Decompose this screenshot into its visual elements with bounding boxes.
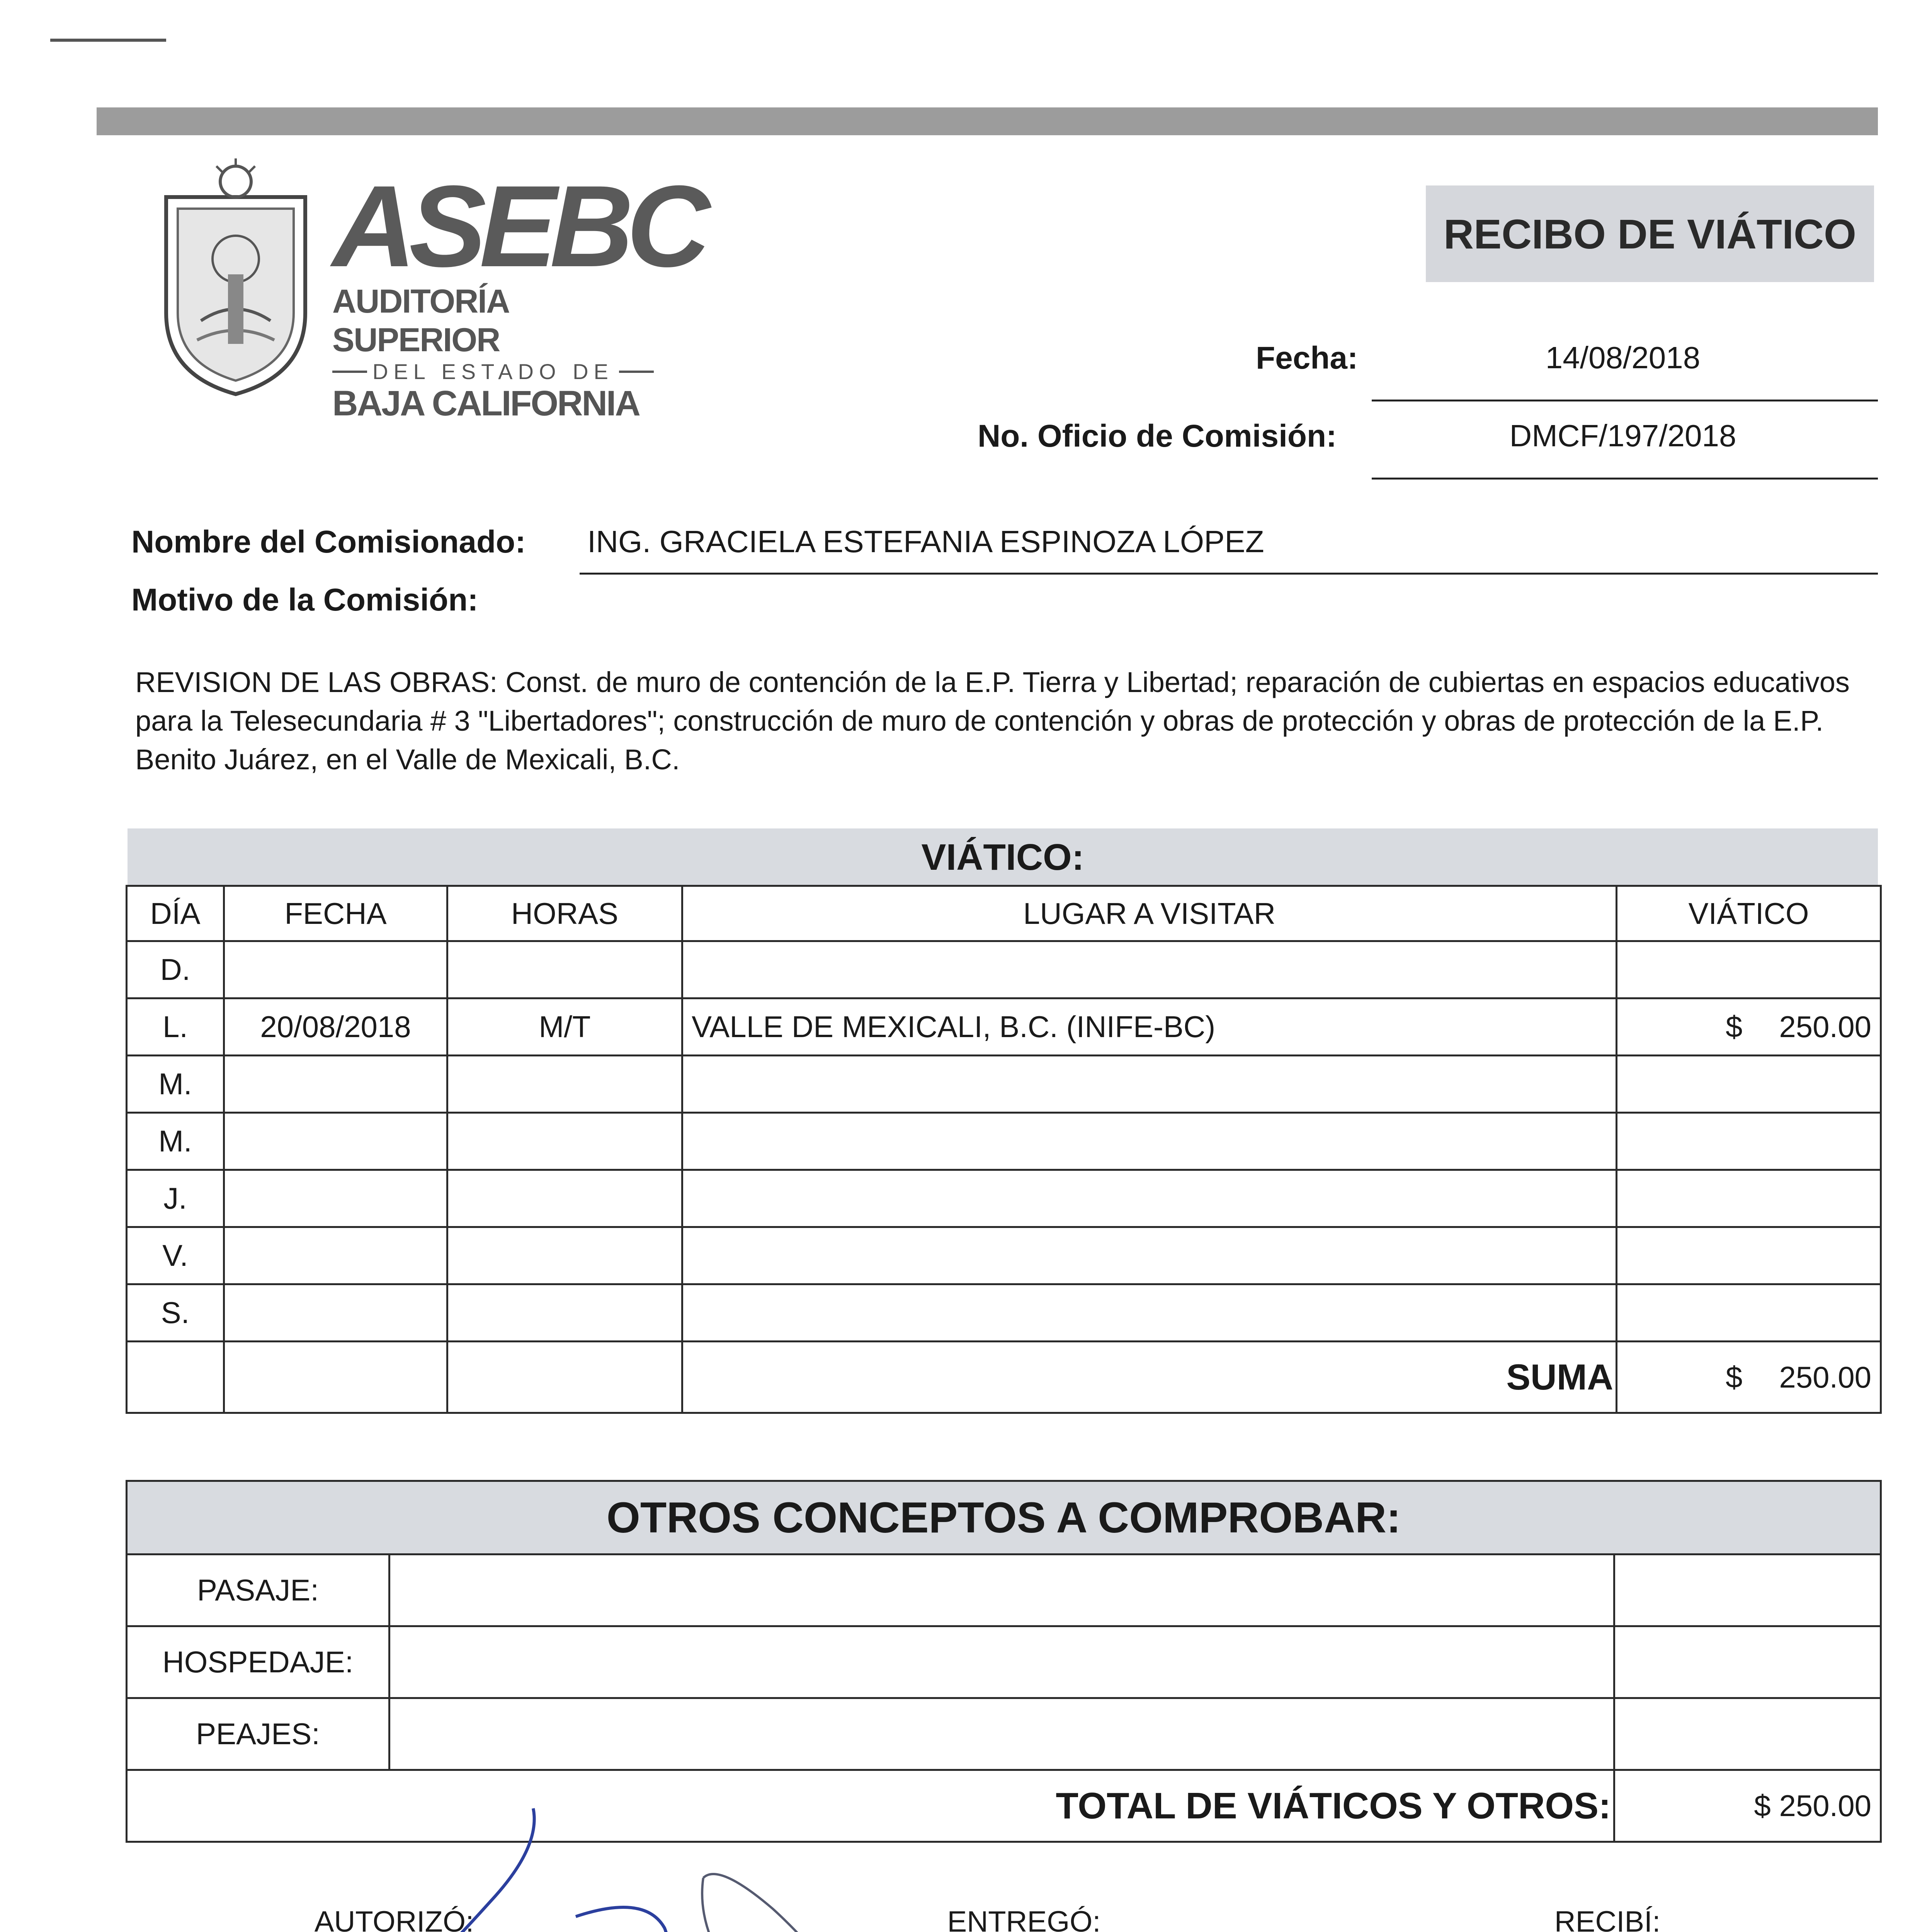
col-dia-header: DÍA bbox=[127, 886, 224, 941]
signature-entrego-icon bbox=[696, 1862, 1314, 1932]
viatico-table bbox=[126, 885, 1882, 1414]
row-dia: M. bbox=[127, 1056, 224, 1113]
row-viatico bbox=[1617, 1170, 1881, 1227]
row-fecha bbox=[224, 1284, 447, 1342]
pasaje-amount bbox=[1614, 1554, 1881, 1626]
table-row bbox=[127, 998, 1881, 1056]
suma-row bbox=[127, 1342, 1881, 1413]
table-row bbox=[127, 1284, 1881, 1342]
row-horas bbox=[447, 1284, 682, 1342]
row-dia: L. bbox=[127, 998, 224, 1056]
row-horas bbox=[447, 1170, 682, 1227]
row-horas bbox=[447, 1056, 682, 1113]
otros-title: OTROS CONCEPTOS A COMPROBAR: bbox=[127, 1481, 1881, 1554]
row-horas bbox=[447, 1227, 682, 1284]
suma-amount: 250.00 bbox=[1779, 1360, 1871, 1394]
suma-label: SUMA bbox=[682, 1342, 1617, 1413]
logo-org-line1: AUDITORÍA SUPERIOR bbox=[332, 283, 508, 359]
motivo-text: REVISION DE LAS OBRAS: Const. de muro de contención de la E.P. Tierra y Libertad; reparación de cubiertas en espacios educativos para la Telesecundaria # 3 "Libertadores"; construcción de muro de contención y obras de protección y obras de protección de la E.P. Benito Juárez, en el Valle de Mexicali, B.C. bbox=[135, 666, 1850, 776]
table-row bbox=[127, 941, 1881, 998]
viatico-title: VIÁTICO: bbox=[128, 828, 1878, 886]
row-viatico bbox=[1617, 998, 1881, 1056]
total-value: $ 250.00 bbox=[1614, 1770, 1881, 1842]
oficio-label: No. Oficio de Comisión: bbox=[978, 418, 1337, 454]
row-lugar bbox=[682, 941, 1617, 998]
signature-autorizo-icon bbox=[174, 1801, 715, 1932]
row-horas: M/T bbox=[447, 998, 682, 1056]
row-viatico bbox=[1617, 1227, 1881, 1284]
row-fecha: 20/08/2018 bbox=[224, 998, 447, 1056]
table-row bbox=[127, 1056, 1881, 1113]
row-lugar bbox=[682, 1113, 1617, 1170]
motivo-label: Motivo de la Comisión: bbox=[131, 582, 478, 617]
row-lugar bbox=[682, 1284, 1617, 1342]
row-dia: M. bbox=[127, 1113, 224, 1170]
fecha-underline bbox=[1372, 400, 1878, 401]
document-title: RECIBO DE VIÁTICO bbox=[1426, 185, 1874, 282]
col-horas-header: HORAS bbox=[447, 886, 682, 941]
entrego-heading: ENTREGÓ: bbox=[947, 1905, 1101, 1932]
state-seal-icon bbox=[155, 158, 317, 398]
suma-currency: $ bbox=[1726, 1360, 1743, 1394]
recibi-heading: RECIBÍ: bbox=[1554, 1905, 1661, 1932]
row-dia: D. bbox=[127, 941, 224, 998]
otros-table bbox=[126, 1480, 1882, 1843]
oficio-underline bbox=[1372, 478, 1878, 480]
logo-org-line2: DEL ESTADO DE bbox=[372, 359, 614, 384]
row-amount: 250.00 bbox=[1779, 1010, 1871, 1044]
row-fecha bbox=[224, 1227, 447, 1284]
hospedaje-label: HOSPEDAJE: bbox=[127, 1626, 389, 1698]
col-viatico-header: VIÁTICO bbox=[1617, 886, 1881, 941]
row-dia: J. bbox=[127, 1170, 224, 1227]
nombre-label: Nombre del Comisionado: bbox=[131, 524, 526, 560]
row-fecha bbox=[224, 1113, 447, 1170]
autorizo-heading: AUTORIZÓ: bbox=[314, 1905, 474, 1932]
table-row bbox=[127, 1170, 1881, 1227]
row-currency: $ bbox=[1726, 1010, 1743, 1044]
peajes-label: PEAJES: bbox=[127, 1698, 389, 1770]
table-row bbox=[127, 1626, 1881, 1698]
total-label: TOTAL DE VIÁTICOS Y OTROS: bbox=[127, 1770, 1614, 1842]
row-viatico bbox=[1617, 1284, 1881, 1342]
logo-wordmark: ASEBC bbox=[332, 161, 704, 291]
row-fecha bbox=[224, 1170, 447, 1227]
logo-org-line3: BAJA CALIFORNIA bbox=[332, 384, 639, 423]
row-horas bbox=[447, 941, 682, 998]
scan-mark bbox=[50, 39, 166, 42]
fecha-value: 14/08/2018 bbox=[1545, 340, 1701, 375]
hospedaje-detail bbox=[389, 1626, 1614, 1698]
fecha-label: Fecha: bbox=[1256, 340, 1358, 376]
suma-value bbox=[1617, 1342, 1881, 1413]
col-fecha-header: FECHA bbox=[224, 886, 447, 941]
table-row bbox=[127, 1227, 1881, 1284]
row-fecha bbox=[224, 1056, 447, 1113]
peajes-detail bbox=[389, 1698, 1614, 1770]
oficio-value: DMCF/197/2018 bbox=[1509, 418, 1736, 453]
row-fecha bbox=[224, 941, 447, 998]
top-band bbox=[97, 107, 1878, 135]
otros-title-row bbox=[127, 1481, 1881, 1554]
peajes-amount bbox=[1614, 1698, 1881, 1770]
row-lugar bbox=[682, 1056, 1617, 1113]
row-horas bbox=[447, 1113, 682, 1170]
col-lugar-header: LUGAR A VISITAR bbox=[682, 886, 1617, 941]
table-row bbox=[127, 1698, 1881, 1770]
row-lugar bbox=[682, 1227, 1617, 1284]
nombre-underline bbox=[580, 573, 1878, 575]
viatico-header-row bbox=[127, 886, 1881, 941]
nombre-value: ING. GRACIELA ESTEFANIA ESPINOZA LÓPEZ bbox=[587, 524, 1264, 559]
asebc-logo bbox=[332, 161, 704, 423]
row-viatico bbox=[1617, 1113, 1881, 1170]
row-dia: V. bbox=[127, 1227, 224, 1284]
pasaje-detail bbox=[389, 1554, 1614, 1626]
row-lugar: VALLE DE MEXICALI, B.C. (INIFE-BC) bbox=[682, 998, 1617, 1056]
row-viatico bbox=[1617, 1056, 1881, 1113]
row-viatico bbox=[1617, 941, 1881, 998]
hospedaje-amount bbox=[1614, 1626, 1881, 1698]
table-row bbox=[127, 1554, 1881, 1626]
row-dia: S. bbox=[127, 1284, 224, 1342]
table-row bbox=[127, 1113, 1881, 1170]
row-lugar bbox=[682, 1170, 1617, 1227]
pasaje-label: PASAJE: bbox=[127, 1554, 389, 1626]
